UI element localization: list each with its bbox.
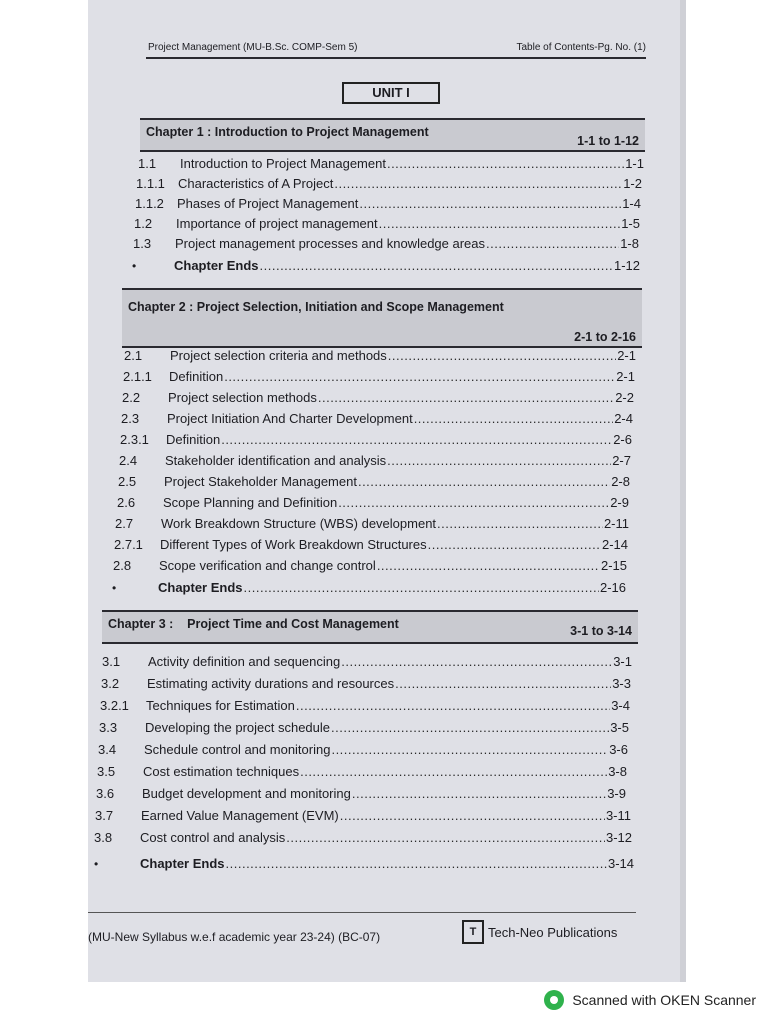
chapter-page-range: 1-1 to 1-12 bbox=[577, 134, 639, 148]
scanner-label: Scanned with OKEN Scanner bbox=[572, 992, 756, 1008]
toc-entry: 2.7.1 Different Types of Work Breakdown Structures ..... 2-14 bbox=[114, 537, 628, 552]
toc-entry: 3.2.1 Techniques for Estimation ..... 3-4 bbox=[100, 698, 630, 713]
toc-entry: 1.2 Importance of project management ..... 1-5 bbox=[134, 216, 640, 231]
toc-entry: 2.1.1 Definition ..... 2-1 bbox=[123, 369, 635, 384]
chapter-title: Chapter 2 : Project Selection, Initiation and Scope Management bbox=[128, 300, 504, 314]
toc-entry: 2.1 Project selection criteria and methods ..... 2-1 bbox=[124, 348, 636, 363]
unit-title: UNIT I bbox=[342, 82, 440, 104]
toc-entry: 1.1.1 Characteristics of A Project ..... 1-2 bbox=[136, 176, 642, 191]
toc-entry: 1.1 Introduction to Project Management ..... 1-1 bbox=[138, 156, 644, 171]
toc-entry: 2.6 Scope Planning and Definition ..... 2-9 bbox=[117, 495, 629, 510]
toc-entry: 2.2 Project selection methods ..... 2-2 bbox=[122, 390, 634, 405]
toc-entry: 2.4 Stakeholder identification and analysis ..... 2-7 bbox=[119, 453, 631, 468]
publisher-block bbox=[462, 920, 617, 944]
toc-entry: 3.3 Developing the project schedule ..... 3-5 bbox=[99, 720, 629, 735]
chapter-title: Chapter 3 : Project Time and Cost Management bbox=[108, 617, 399, 631]
chapter-title: Chapter 1 : Introduction to Project Management bbox=[146, 125, 429, 139]
toc-entry: 3.5 Cost estimation techniques ..... 3-8 bbox=[97, 764, 627, 779]
publisher-logo: T bbox=[462, 920, 484, 944]
toc-entry: 2.8 Scope verification and change control ..... 2-15 bbox=[113, 558, 627, 573]
toc-entry: 1.3 Project management processes and knowledge areas ..... 1-8 bbox=[133, 236, 639, 251]
footer-rule bbox=[88, 912, 636, 913]
toc-entry: 3.2 Estimating activity durations and resources ..... 3-3 bbox=[101, 676, 631, 691]
scanned-page bbox=[88, 0, 680, 982]
toc-entry: 1.1.2 Phases of Project Management ..... 1-4 bbox=[135, 196, 641, 211]
chapter-page-range: 3-1 to 3-14 bbox=[570, 624, 632, 638]
scanner-watermark bbox=[544, 990, 756, 1010]
toc-entry: 2.5 Project Stakeholder Management ..... 2-8 bbox=[118, 474, 630, 489]
publisher-name: Tech-Neo Publications bbox=[488, 924, 618, 940]
toc-entry: 3.4 Schedule control and monitoring ..... 3-6 bbox=[98, 742, 628, 757]
footer-syllabus-note: (MU-New Syllabus w.e.f academic year 23-24) (BC-07) bbox=[88, 930, 381, 944]
toc-entry: 3.8 Cost control and analysis ..... 3-12 bbox=[94, 830, 632, 845]
toc-chapter-ends: • Chapter Ends ..... 2-16 bbox=[112, 580, 626, 595]
chapter-3-heading bbox=[102, 610, 638, 644]
toc-entry: 3.7 Earned Value Management (EVM) ..... 3-11 bbox=[95, 808, 631, 823]
header-rule bbox=[146, 57, 646, 59]
running-header bbox=[148, 42, 646, 53]
chapter-1-heading bbox=[140, 118, 645, 152]
toc-entry: 2.3.1 Definition ..... 2-6 bbox=[120, 432, 632, 447]
toc-entry: 2.3 Project Initiation And Charter Development ..... 2-4 bbox=[121, 411, 633, 426]
oken-scanner-icon bbox=[544, 990, 564, 1010]
toc-chapter-ends: • Chapter Ends ..... 1-12 bbox=[132, 258, 640, 273]
chapter-page-range: 2-1 to 2-16 bbox=[574, 330, 636, 344]
toc-entry: 2.7 Work Breakdown Structure (WBS) development ..... 2-11 bbox=[115, 516, 629, 531]
header-book-title: Project Management (MU-B.Sc. COMP-Sem 5) bbox=[148, 42, 358, 53]
chapter-2-heading bbox=[122, 288, 642, 348]
toc-entry: 3.6 Budget development and monitoring ..... 3-9 bbox=[96, 786, 626, 801]
toc-entry: 3.1 Activity definition and sequencing ..... 3-1 bbox=[102, 654, 632, 669]
page-edge bbox=[680, 0, 686, 982]
header-page-ref: Table of Contents-Pg. No. (1) bbox=[516, 42, 646, 53]
toc-chapter-ends: • Chapter Ends ..... 3-14 bbox=[94, 856, 634, 871]
